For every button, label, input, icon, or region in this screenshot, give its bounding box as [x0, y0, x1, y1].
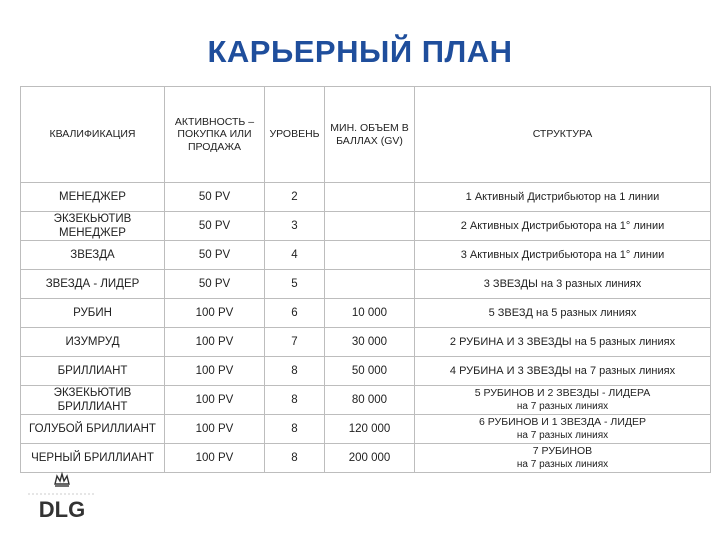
cell-structure: 1 Активный Дистрибьютор на 1 линии: [415, 183, 711, 212]
structure-main: 6 РУБИНОВ И 1 ЗВЕЗДА - ЛИДЕР: [479, 416, 646, 428]
cell-qualification: БРИЛЛИАНТ: [21, 357, 165, 386]
crown-icon: [24, 470, 100, 522]
cell-level: 8: [265, 444, 325, 473]
cell-activity: 100 PV: [165, 386, 265, 415]
header-activity: АКТИВНОСТЬ – ПОКУПКА ИЛИ ПРОДАЖА: [165, 87, 265, 183]
table-header-row: [21, 87, 711, 183]
structure-sub: на 7 разных линиях: [516, 401, 609, 412]
cell-level: 7: [265, 328, 325, 357]
career-plan-table-wrapper: [20, 86, 710, 473]
cell-activity: 100 PV: [165, 357, 265, 386]
cell-level: 3: [265, 212, 325, 241]
cell-structure: 2 Активных Дистрибьютора на 1° линии: [415, 212, 711, 241]
page-title: КАРЬЕРНЫЙ ПЛАН: [207, 34, 513, 69]
cell-level: 8: [265, 415, 325, 444]
cell-level: 2: [265, 183, 325, 212]
table-row: [21, 328, 711, 357]
cell-structure: [415, 415, 711, 444]
table-row: [21, 444, 711, 473]
cell-volume: 10 000: [325, 299, 415, 328]
cell-structure: 4 РУБИНА И 3 ЗВЕЗДЫ на 7 разных линиях: [415, 357, 711, 386]
table-row: [21, 212, 711, 241]
structure-main: 5 РУБИНОВ И 2 ЗВЕЗДЫ - ЛИДЕРА: [474, 387, 651, 399]
table-row: [21, 415, 711, 444]
cell-qualification: ЭКЗЕКЬЮТИВ БРИЛЛИАНТ: [21, 386, 165, 415]
table-row: [21, 183, 711, 212]
cell-volume: 50 000: [325, 357, 415, 386]
career-plan-table: [20, 86, 711, 473]
cell-volume: 120 000: [325, 415, 415, 444]
cell-volume: 30 000: [325, 328, 415, 357]
structure-sub: на 7 разных линиях: [516, 459, 609, 470]
cell-level: 6: [265, 299, 325, 328]
table-row: [21, 299, 711, 328]
cell-qualification: ЗВЕЗДА - ЛИДЕР: [21, 270, 165, 299]
table-row: [21, 241, 711, 270]
cell-volume: [325, 183, 415, 212]
cell-level: 5: [265, 270, 325, 299]
cell-activity: 50 PV: [165, 270, 265, 299]
cell-qualification: ИЗУМРУД: [21, 328, 165, 357]
cell-activity: 50 PV: [165, 212, 265, 241]
cell-activity: 100 PV: [165, 328, 265, 357]
header-qualification: КВАЛИФИКАЦИЯ: [21, 87, 165, 183]
cell-activity: 100 PV: [165, 444, 265, 473]
cell-qualification: ЗВЕЗДА: [21, 241, 165, 270]
cell-qualification: МЕНЕДЖЕР: [21, 183, 165, 212]
header-level: УРОВЕНЬ: [265, 87, 325, 183]
cell-qualification: ГОЛУБОЙ БРИЛЛИАНТ: [21, 415, 165, 444]
dlg-logo: [24, 470, 100, 522]
cell-qualification: РУБИН: [21, 299, 165, 328]
cell-level: 8: [265, 357, 325, 386]
cell-level: 8: [265, 386, 325, 415]
cell-qualification: ЭКЗЕКЬЮТИВ МЕНЕДЖЕР: [21, 212, 165, 241]
cell-structure: [415, 444, 711, 473]
cell-level: 4: [265, 241, 325, 270]
cell-qualification: ЧЕРНЫЙ БРИЛЛИАНТ: [21, 444, 165, 473]
cell-volume: [325, 270, 415, 299]
cell-activity: 50 PV: [165, 241, 265, 270]
table-row: [21, 270, 711, 299]
table-row: [21, 386, 711, 415]
cell-structure: 3 Активных Дистрибьютора на 1° линии: [415, 241, 711, 270]
header-volume: МИН. ОБЪЕМ В БАЛЛАХ (GV): [325, 87, 415, 183]
cell-activity: 100 PV: [165, 415, 265, 444]
logo-text: DLG: [38, 497, 86, 522]
cell-structure: [415, 386, 711, 415]
cell-activity: 50 PV: [165, 183, 265, 212]
structure-main: 7 РУБИНОВ: [532, 445, 593, 457]
cell-activity: 100 PV: [165, 299, 265, 328]
header-structure: СТРУКТУРА: [415, 87, 711, 183]
cell-volume: [325, 212, 415, 241]
table-row: [21, 357, 711, 386]
cell-volume: [325, 241, 415, 270]
cell-structure: 5 ЗВЕЗД на 5 разных линиях: [415, 299, 711, 328]
cell-structure: 2 РУБИНА И 3 ЗВЕЗДЫ на 5 разных линиях: [415, 328, 711, 357]
structure-sub: на 7 разных линиях: [516, 430, 609, 441]
cell-volume: 80 000: [325, 386, 415, 415]
cell-volume: 200 000: [325, 444, 415, 473]
cell-structure: 3 ЗВЕЗДЫ на 3 разных линиях: [415, 270, 711, 299]
